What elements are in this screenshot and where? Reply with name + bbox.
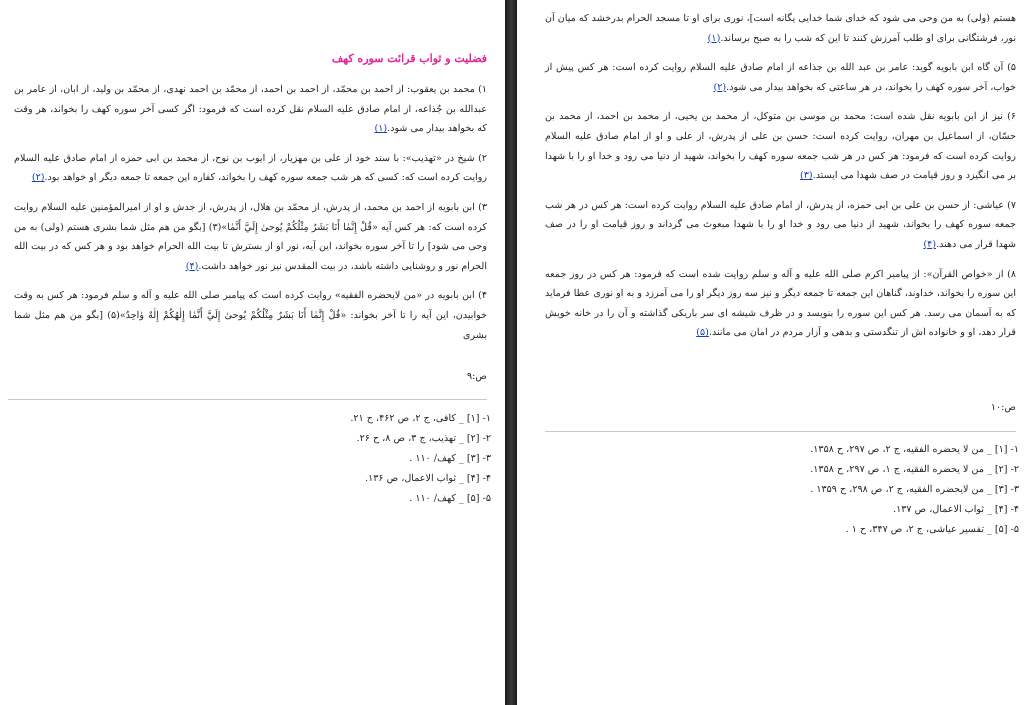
- footnote-ref-link[interactable]: (۳): [800, 170, 813, 182]
- footnote-list: [350, 409, 491, 509]
- footnote-ref-link[interactable]: (۴): [923, 238, 937, 250]
- footnote-item: ۴- [۴] _ ثواب الاعمال، ص ۱۳۶.: [365, 473, 491, 484]
- paragraph: ۸) از «خواص القرآن»: از پیامبر اکرم صلی الله علیه و آله و سلم روایت شده است که فرمود: هر کس در روز جمعه این سوره را بخواند، خداوند، گناهان این جمعه تا جمعه دیگر و نیز سه روز دیگر او را می آمرزد و به او نوری عطا فرماید که به آسمان می رسد. هر کس این سوره را بنویسد و در ظرف شیشه ای سر باریکی گذاشته و آن را در خانه خویش قرار دهد، او و خانواده اش از تنگدستی و بدهی و آزار مردم در امان می مانند.(۵): [545, 268, 1016, 339]
- right-body: [545, 9, 1016, 353]
- footnote-item: ۵- [۵] _ تفسیر عیاشی، ج ۲، ص ۳۴۷، ح ۱ .: [845, 524, 1019, 535]
- page-left: [0, 0, 505, 705]
- paragraph: ۱) محمد بن یعقوب: از احمد بن محمّد، از احمد بن احمد، از محمّد بن احمد نهدی، از محمّد بن ولید، از ابان، از عامر بن عبدالله بن جُذاعه، از امام صادق علیه السلام نقل کرده است که فرمود: اگر کسی آخر سوره کهف را بخواند، هر وقت که بخواهد بیدار می شود.(۱): [14, 84, 487, 135]
- page-number: ص:۹: [467, 371, 487, 382]
- paragraph: ۴) ابن بابویه در «من لایحضره الفقیه» روایت کرده است که پیامبر صلی الله علیه و آله و سلم فرمود: هر کس به وقت خوابیدن، این آیه را تا آخر بخواند: «قُلْ إِنَّمٰا أَنَا بَشَرٌ مِثْلُكُمْ يُوحىٰ إِلَيَّ أَنَّمٰا إِلٰهُكُمْ إِلٰهٌ وٰاحِدٌ»(۵) [بگو من هم مثل شما بشری: [14, 290, 487, 341]
- page-gutter: [505, 0, 517, 705]
- footnote-ref-link[interactable]: (۴): [185, 260, 199, 272]
- footnote-ref-link[interactable]: (۲): [713, 81, 727, 93]
- paragraph: هستم (ولی) به من وحی می شود که خدای شما خدایی یگانه است]، نوری برای او تا مسجد الحرام بدرخشد که میان آن نور، فرشتگانی برای او طلب آمرزش کنند تا این که شب را به صبح برساند.(۱): [545, 13, 1016, 44]
- footnote-item: ۱- [۱] _ کافی، ج ۲، ص ۴۶۲، ح ۲۱.: [350, 413, 491, 424]
- left-body: [14, 80, 487, 355]
- footnote-divider: [545, 431, 1016, 432]
- footnote-list: [810, 440, 1019, 540]
- paragraph: ۷) عیاشی: از حسن بن علی بن ابی حمزه، از پدرش، از امام صادق علیه السلام روایت کرده است: هر کس در هر شب جمعه سوره کهف را بخواند، شهید از دنیا می رود و خدا او را با شهدا مبعوث می گرداند و روز قیامت او را در صف شهدا قرار می دهند.(۴): [545, 199, 1016, 250]
- footnote-item: ۲- [۲] _ من لا یحضره الفقیه، ج ۱، ص ۲۹۷، ح ۱۳۵۸.: [810, 464, 1019, 475]
- paragraph: ۲) شیخ در «تهذیب»: با سند خود از علی بن مهزیار، از ایوب بن نوح، از محمد بن ابی حمزه از امام صادق علیه السلام روایت کرده است که: کسی که هر شب جمعه سوره کهف را بخواند، کفاره این جمعه تا جمعه دیگر او خواهد بود.(۲): [14, 152, 487, 184]
- footnote-ref-link[interactable]: (۲): [31, 172, 45, 184]
- footnote-item: ۵- [۵] _ کهف/ ۱۱۰ .: [409, 493, 491, 504]
- paragraph: ۶) نیز از ابن بابویه نقل شده است: محمد بن موسی بن متوکل، از محمد بن یحیی، از محمد بن احمد، از محمد بن حسّان، از اسماعیل بن مهران، روایت کرده است: حسن بن علی از پدرش، از علی و او از امام صادق علیه السلام روایت کرده است که فرمود: هر کس در هر شب جمعه سوره کهف را بخواند، شهید از دنیا می رود و خدا او را با شهدا بر می انگیزد و روز قیامت در صف شهدا می ایستد.(۳): [545, 111, 1016, 182]
- paragraph: ۳) ابن بابویه از احمد بن محمد، از پدرش، از محمّد بن هلال، از پدرش، از جدش و او از امیرالمؤمنین علیه السلام روایت کرده است که: هر کس آیه «قُلْ إِنَّمٰا أَنَا بَشَرٌ مِثْلُكُمْ يُوحىٰ إِلَيَّ أَنَّمٰا»(۳) [بگو من هم مثل شما بشری هستم (ولی) به من وحی می شود] را تا آخر سوره بخواند، این آیه، نور او از بسترش تا بیت الله الحرام خواهد بود و هر کس که در بیت الله الحرام نور و روشنایی داشته باشد، در بیت المقدس نیز نور خواهد داشت.(۴): [14, 201, 487, 272]
- page-number: ص:۱۰: [990, 402, 1016, 413]
- footnote-ref-link[interactable]: (۱): [707, 32, 721, 44]
- footnote-ref-link[interactable]: (۱): [374, 123, 388, 135]
- section-title: فضلیت و ثواب قرائت سوره کهف: [331, 52, 487, 65]
- footnote-ref-link[interactable]: (۵): [696, 327, 709, 339]
- paragraph: ۵) آن گاه ابن بابویه گوید: عامر بن عبد الله بن جذاعه از امام صادق علیه السلام روایت کرده است: هر کس پیش از خواب، آخر سوره کهف را بخواند، در هر ساعتی که بخواهد بیدار می شود.(۲): [545, 62, 1016, 93]
- page-right: [517, 0, 1033, 705]
- footnote-divider: [8, 399, 487, 400]
- footnote-item: ۳- [۳] _ کهف/ ۱۱۰ .: [409, 453, 491, 464]
- footnote-item: ۳- [۳] _ من لایحضره الفقیه، ج ۲، ص ۲۹۸، ح ۱۳۵۹ .: [810, 484, 1019, 495]
- footnote-item: ۲- [۲] _ تهذیب، ج ۳، ص ۸، ح ۲۶.: [356, 433, 491, 444]
- footnote-item: ۴- [۴] _ ثواب الاعمال، ص ۱۳۷.: [893, 504, 1019, 515]
- footnote-item: ۱- [۱] _ من لا یحضره الفقیه، ج ۲، ص ۲۹۷، ح ۱۳۵۸.: [810, 444, 1019, 455]
